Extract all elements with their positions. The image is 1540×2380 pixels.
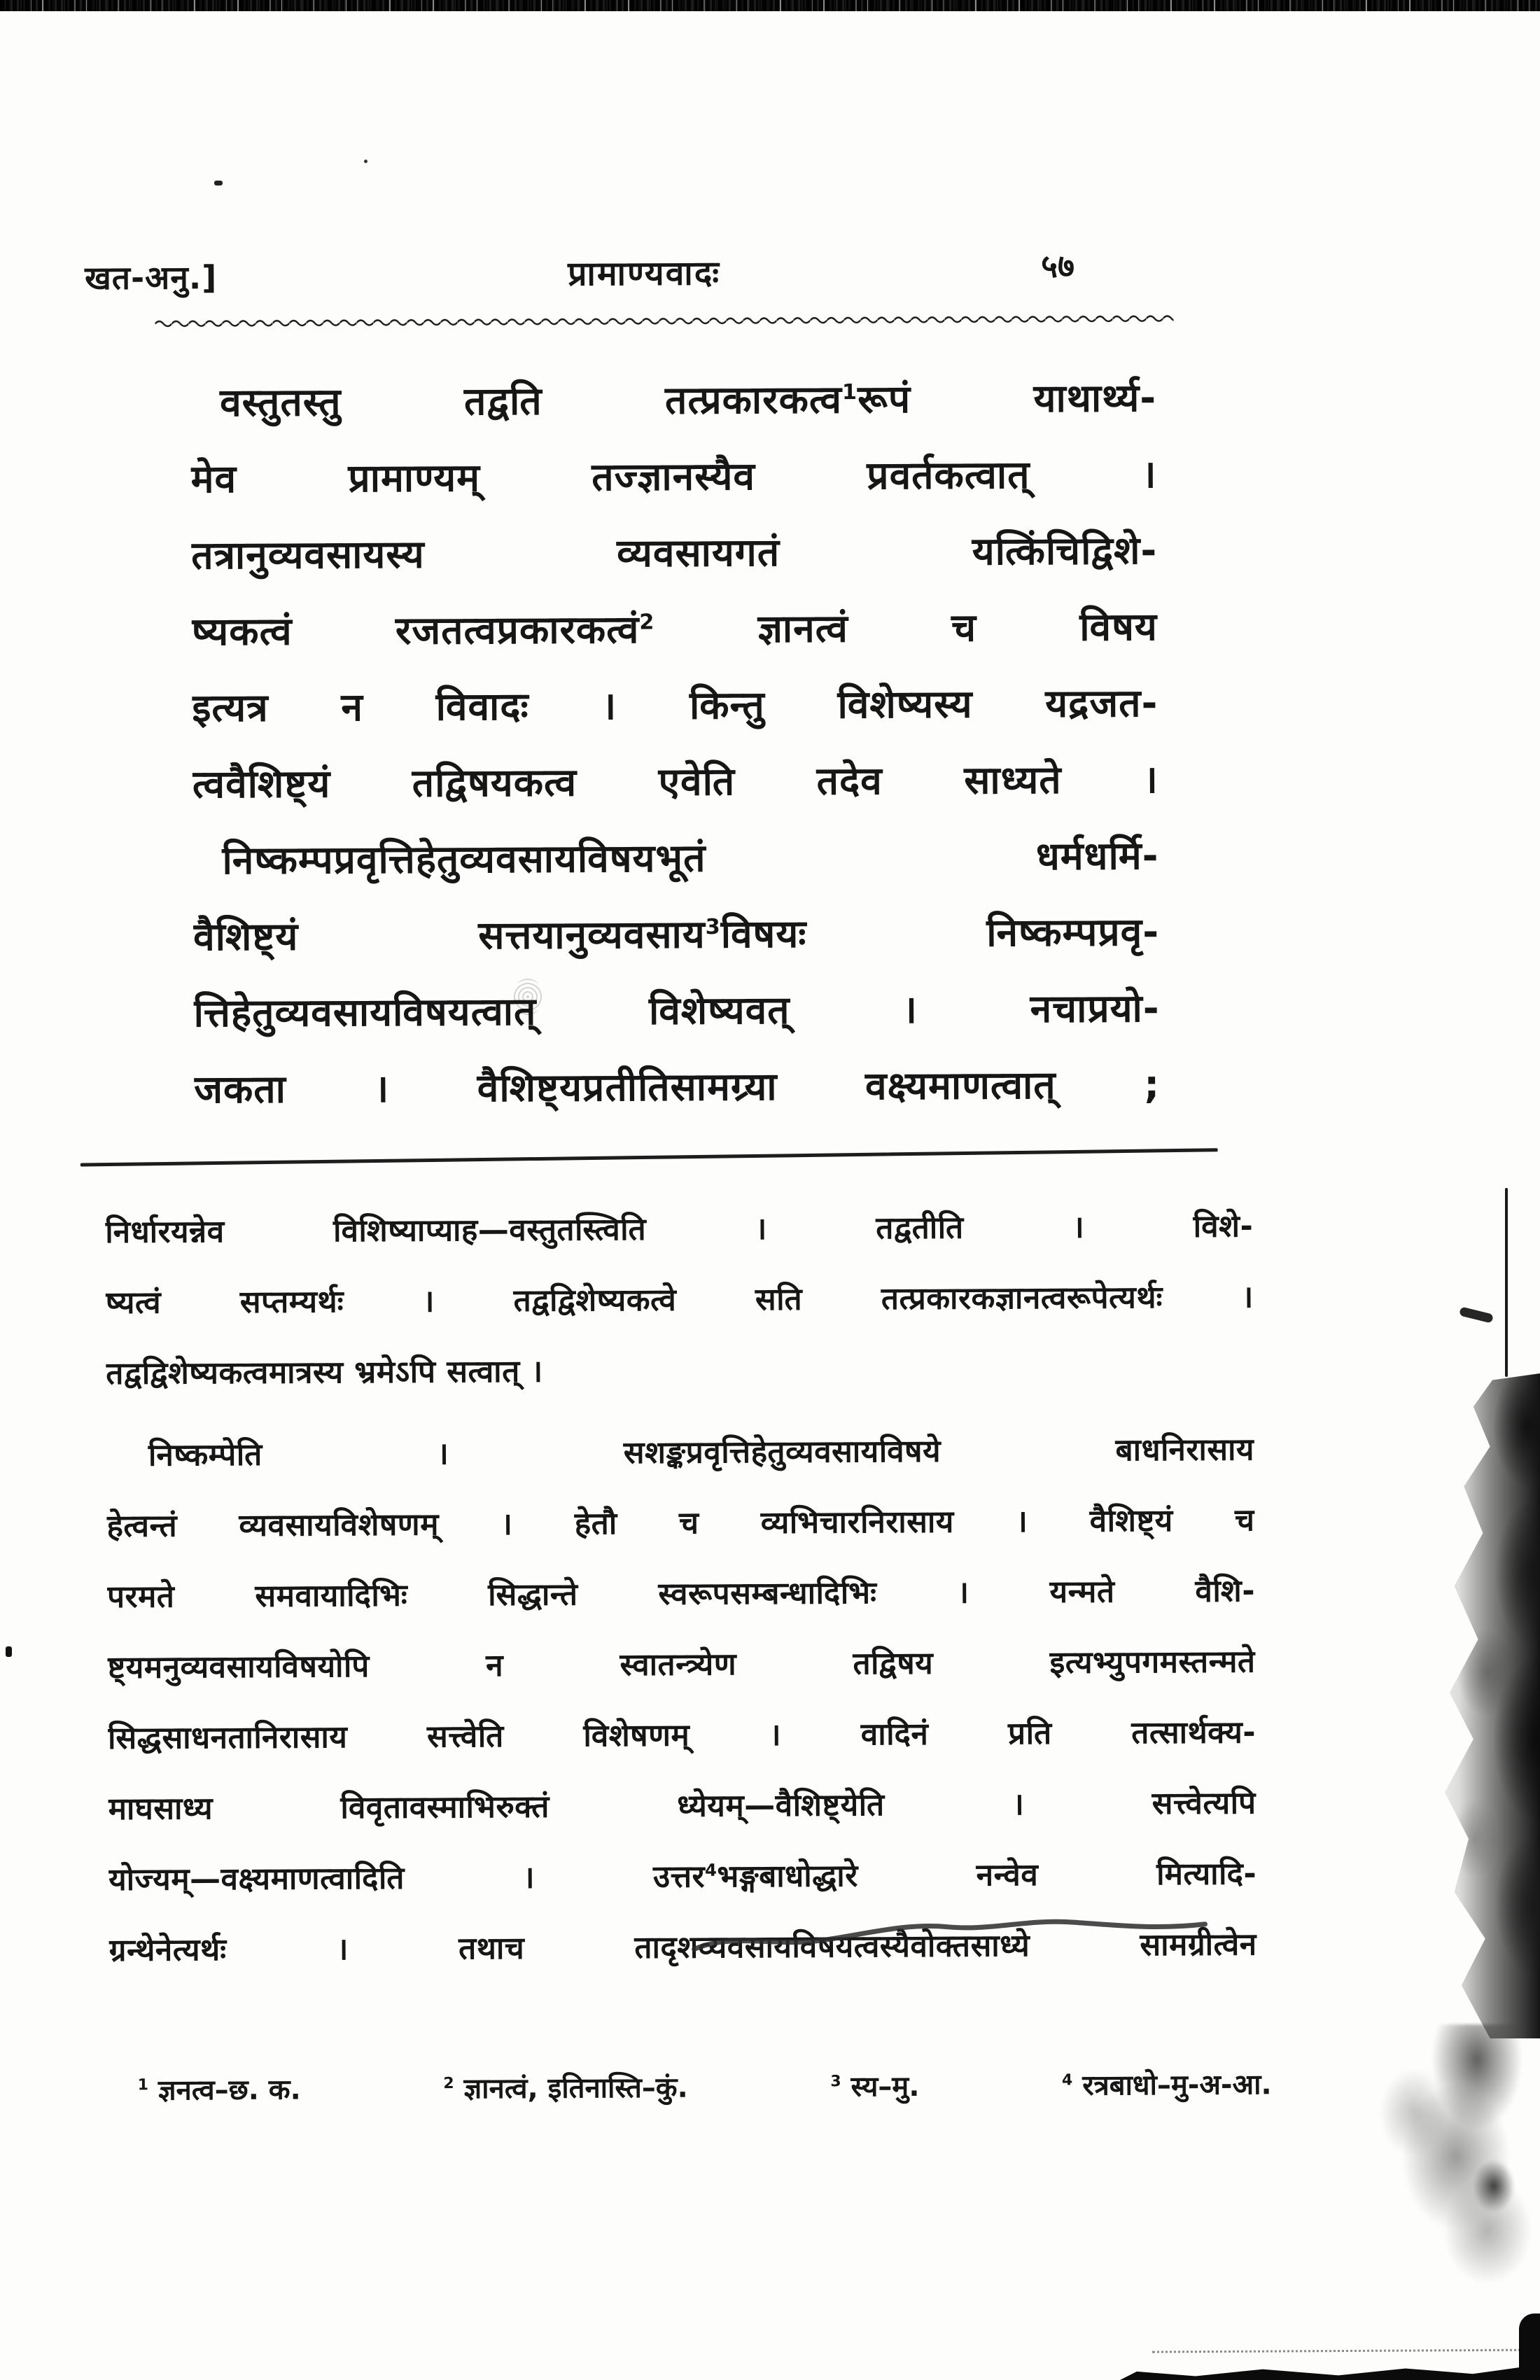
main-text-line: तत्रानुव्यवसायस्य व्यवसायगतं यत्किंचिद्विशे- (191, 528, 1158, 578)
header-wavy-rule (155, 313, 1173, 332)
main-text-block (190, 360, 1161, 1128)
footnote-item: $^1$ ज्ञनत्व–छ. क. (137, 2073, 301, 2107)
main-text-line: जकता । वैशिष्ट्यप्रतीतिसामग्र्या वक्ष्यमाणत्वात् ; (194, 1062, 1161, 1112)
main-text-line: त्तिहेतुव्यवसायविषयत्वात् विशेष्यवत् । नचाप्रयो- (193, 986, 1160, 1036)
commentary-line: ग्रन्थेनेत्यर्थः । तथाच तादृशव्यवसायविषयत्वस्यैवोक्तसाध्ये सामग्रीत्वेन (108, 1926, 1257, 1968)
main-text-line: मेव प्रामाण्यम् तज्ज्ञानस्यैव प्रवर्तकत्वात् । (190, 451, 1157, 502)
commentary-line: तद्वद्विशेष्यकत्वमात्रस्य भ्रमेऽपि सत्वात् । (106, 1353, 543, 1392)
main-text-line: निष्कम्पप्रवृत्तिहेतुव्यवसायविषयभूतं धर्मधर्मि- (222, 833, 1159, 883)
commentary-line: ष्ट्यमनुव्यवसायविषयोपि न स्वातन्त्र्येण तद्विषय इत्यभ्युपगमस्तन्मते (107, 1644, 1256, 1686)
commentary-line: परमते समवायादिभिः सिद्धान्ते स्वरूपसम्बन्धादिभिः । यन्मते वैशि- (106, 1573, 1256, 1615)
footnotes-line (110, 2064, 1272, 2108)
commentary-line: हेत्वन्तं व्यवसायविशेषणम् । हेतौ च व्यभिचारनिरासाय । वैशिष्ट्यं च (106, 1502, 1255, 1544)
commentary-line: ष्यत्वं सप्तम्यर्थः । तद्वद्विशेष्यकत्वे सति तत्प्रकारकज्ञानत्वरूपेत्यर्थः । (105, 1279, 1254, 1321)
commentary-line: निष्कम्पेति । सशङ्कप्रवृत्तिहेतुव्यवसायविषये बाधनिरासाय (148, 1432, 1255, 1474)
commentary-line: योज्यम्—वक्ष्यमाणत्वादिति । उत्तर$^4$भङ्गबाधोद्धारे नन्वेव मित्यादि- (108, 1856, 1257, 1898)
commentary-line: निर्धारयन्नेव विशिष्याप्याह—वस्तुतस्त्विति । तद्वतीति । विशे- (105, 1208, 1254, 1250)
commentary-block (105, 1191, 1257, 1986)
main-text-line: ष्यकत्वं रजतत्वप्रकारकत्वं$^2$ ज्ञानत्वं च विषय (191, 604, 1158, 654)
footnote-item: $^4$ रत्रबाधो–मु-अ-आ. (1061, 2068, 1272, 2102)
commentary-line: सिद्धसाधनतानिरासाय सत्त्वेति विशेषणम् । वादिनं प्रति तत्सार्थक्य- (107, 1714, 1256, 1756)
header-left-marker: खत-अनु.] (85, 258, 218, 298)
main-text-line: त्ववैशिष्ट्यं तद्विषयकत्व एवेति तदेव साध्यते । (192, 757, 1159, 807)
footnote-item: $^2$ ज्ञानत्वं, इतिनास्ति–कुं. (443, 2071, 688, 2106)
page-title: प्रामाण्यवादः (567, 253, 721, 294)
section-divider-rule (80, 1148, 1218, 1166)
main-text-line: वैशिष्ट्यं सत्तयानुव्यवसाय$^3$विषयः निष्कम्पप्रवृ- (192, 909, 1160, 960)
page-number: ५७ (1040, 246, 1075, 285)
main-text-line: इत्यत्र न विवादः । किन्तु विशेष्यस्य यद्रजत- (192, 680, 1158, 731)
pen-squiggle-artifact (691, 1913, 1209, 1963)
commentary-line: माघसाध्य विवृतावस्माभिरुक्तं ध्येयम्—वैशिष्ट्येति । सत्त्वेत्यपि (108, 1785, 1256, 1827)
footnote-item: $^3$ स्य–मु. (830, 2070, 920, 2104)
main-text-line: वस्तुतस्तु तद्वति तत्प्रकारकत्व$^1$रूपं याथार्थ्य- (219, 375, 1157, 426)
